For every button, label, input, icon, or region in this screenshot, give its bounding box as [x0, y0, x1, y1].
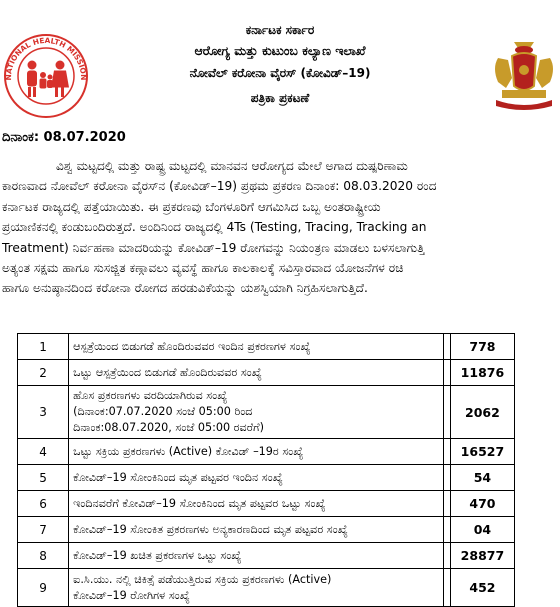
row-description-line: ಐ.ಸಿ.ಯು. ನಲ್ಲಿ ಚಿಕಿತ್ಸೆ ಪಡೆಯುತ್ತಿರುವ ಸಕ್ರಿಯ ಪ್ರಕರಣಗಳು (Active) [73, 572, 332, 586]
row-value: 778 [450, 334, 514, 360]
row-description: ಆಸ್ಪತ್ರೆಯಿಂದ ಬಿಡುಗಡೆ ಹೊಂದಿರುವವರ ಇಂದಿನ ಪ್ರಕರಣಗಳ ಸಂಖ್ಯೆ [69, 334, 444, 360]
intro-paragraph [2, 156, 560, 299]
paragraph-line: ಹಾಗೂ ಅನುಷ್ಠಾನದಿಂದ ಕರೋನಾ ರೋಗದ ಹರಡುವಿಕೆಯನ್ನು ಯಶಸ್ವಿಯಾಗಿ ನಿಗ್ರಹಿಸಲಾಗುತ್ತಿದೆ. [2, 281, 368, 296]
table-row [18, 465, 515, 491]
row-value: 04 [450, 517, 514, 543]
release-date: ದಿನಾಂಕ: 08.07.2020 [2, 130, 126, 145]
table-spacer [443, 465, 450, 491]
row-value: 16527 [450, 439, 514, 465]
table-row [18, 360, 515, 386]
row-description-line: ಹೊಸ ಪ್ರಕರಣಗಳು ವರದಿಯಾಗಿರುವ ಸಂಖ್ಯೆ [73, 389, 228, 402]
table-row [18, 569, 515, 607]
government-title: ಕರ್ನಾಟಕ ಸರ್ಕಾರ [245, 23, 315, 37]
department-title: ಆರೋಗ್ಯ ಮತ್ತು ಕುಟುಂಬ ಕಲ್ಯಾಣ ಇಲಾಖೆ [194, 43, 366, 58]
row-value: 2062 [450, 386, 514, 439]
row-number: 6 [18, 491, 69, 517]
table-row [18, 439, 515, 465]
paragraph-line: ಪ್ರಯಾಣಿಕನಲ್ಲಿ ಕಂಡುಬಂದಿರುತ್ತದೆ. ಅಂದಿನಿಂದ ರಾಜ್ಯದಲ್ಲಿ 4Ts (Testing, Tracing, Tracking an [2, 220, 427, 235]
row-description-line: ಕೋವಿಡ್–19 ರೋಗಿಗಳ ಸಂಖ್ಯೆ [73, 588, 190, 602]
table-spacer [443, 334, 450, 360]
table-row [18, 543, 515, 569]
row-description [69, 569, 444, 607]
table-spacer [443, 491, 450, 517]
row-description: ಕೋವಿಡ್–19 ಸೋಂಕಿನಿಂದ ಮೃತ ಪಟ್ಟವರ ಇಂದಿನ ಸಂಖ್ಯೆ [69, 465, 444, 491]
row-description-line: (ದಿನಾಂಕ:07.07.2020 ಸಂಜೆ 05:00 ರಿಂದ [73, 405, 253, 418]
row-description-line: ದಿನಾಂಕ:08.07.2020, ಸಂಜೆ 05:00 ರವರೆಗೆ) [73, 421, 264, 434]
row-number: 8 [18, 543, 69, 569]
row-number: 7 [18, 517, 69, 543]
row-value: 54 [450, 465, 514, 491]
table-spacer [443, 517, 450, 543]
row-number: 2 [18, 360, 69, 386]
row-value: 11876 [450, 360, 514, 386]
paragraph-line: Treatment) ನಿರ್ವಹಣಾ ಮಾದರಿಯನ್ನು ಕೋವಿಡ್–19 ರೋಗವನ್ನು ನಿಯಂತ್ರಣ ಮಾಡಲು ಬಳಸಲಾಗುತ್ತಿ [2, 240, 425, 255]
table-row [18, 517, 515, 543]
logo-arc-text: NATIONAL HEALTH MISSION [3, 35, 89, 81]
row-description [69, 386, 444, 439]
row-description: ಕೋವಿಡ್–19 ಖಚಿತ ಪ್ರಕರಣಗಳ ಒಟ್ಟು ಸಂಖ್ಯೆ [69, 543, 444, 569]
row-description: ಕೋವಿಡ್–19 ಸೋಂಕಿತ ಪ್ರಕರಣಗಳು ಅನ್ಯಕಾರಣದಿಂದ ಮೃತ ಪಟ್ಟವರ ಸಂಖ್ಯೆ [69, 517, 444, 543]
paragraph-line: ಕರ್ನಾಟಕ ರಾಜ್ಯದಲ್ಲಿ ಪತ್ತೆಯಾಯಿತು. ಈ ಪ್ರಕರಣವು ಬೆಂಗಳೂರಿಗೆ ಆಗಮಿಸಿದ ಒಬ್ಬ ಅಂತರಾಷ್ಟ್ರೀಯ [2, 199, 381, 214]
table-row [18, 491, 515, 517]
row-number: 5 [18, 465, 69, 491]
table-spacer [443, 360, 450, 386]
row-number: 4 [18, 439, 69, 465]
row-description: ಒಟ್ಟು ಸಕ್ರಿಯ ಪ್ರಕರಣಗಳು (Active) ಕೋವಿಡ್ –19ರ ಸಂಖ್ಯೆ [69, 439, 444, 465]
subject-title: ನೋವೆಲ್ ಕರೋನಾ ವೈರಸ್ (ಕೋವಿಡ್–19) [189, 66, 371, 80]
row-description: ಇಂದಿನವರೆಗೆ ಕೋವಿಡ್–19 ಸೋಂಕಿನಿಂದ ಮೃತ ಪಟ್ಟವರ ಒಟ್ಟು ಸಂಖ್ಯೆ [69, 491, 444, 517]
table-spacer [443, 543, 450, 569]
table-row [18, 334, 515, 360]
row-number: 1 [18, 334, 69, 360]
table-spacer [443, 386, 450, 439]
table-spacer [443, 439, 450, 465]
paragraph-line: ಅತ್ಯಂತ ಸಕ್ಷಮ ಹಾಗೂ ಸುಸಜ್ಜಿತ ಕಣ್ಗಾವಲು ವ್ಯವಸ್ಥೆ ಹಾಗೂ ಕಾಲಕಾಲಕ್ಕೆ ಸವಿಸ್ತಾರವಾದ ಯೋಜನೆಗಳ ರಚಿ [2, 261, 404, 276]
paragraph-line: ಕಾರಣವಾದ ನೋವೆಲ್ ಕರೋನಾ ವೈರಸ್‌ನ (ಕೋವಿಡ್–19) ಪ್ರಥಮ ಪ್ರಕರಣ ದಿನಾಂಕ: 08.03.2020 ರಂದ [2, 179, 437, 194]
table-row [18, 386, 515, 439]
paragraph-line: ವಿಶ್ವ ಮಟ್ಟದಲ್ಲಿ ಮತ್ತು ರಾಷ್ಟ್ರ ಮಟ್ಟದಲ್ಲಿ ಮಾನವನ ಆರೋಗ್ಯದ ಮೇಲೆ ಅಗಾದ ದುಷ್ಪರಿಣಾಮ [56, 159, 408, 173]
row-description: ಒಟ್ಟು ಆಸ್ಪತ್ರೆಯಿಂದ ಬಿಡುಗಡೆ ಹೊಂದಿರುವವರ ಸಂಖ್ಯೆ [69, 360, 444, 386]
covid-stats-table [17, 333, 515, 607]
table-spacer [443, 569, 450, 607]
press-release-title: ಪತ್ರಿಕಾ ಪ್ರಕಟಣೆ [250, 91, 310, 105]
row-value: 452 [450, 569, 514, 607]
row-number: 3 [18, 386, 69, 439]
row-value: 470 [450, 491, 514, 517]
row-number: 9 [18, 569, 69, 607]
row-value: 28877 [450, 543, 514, 569]
